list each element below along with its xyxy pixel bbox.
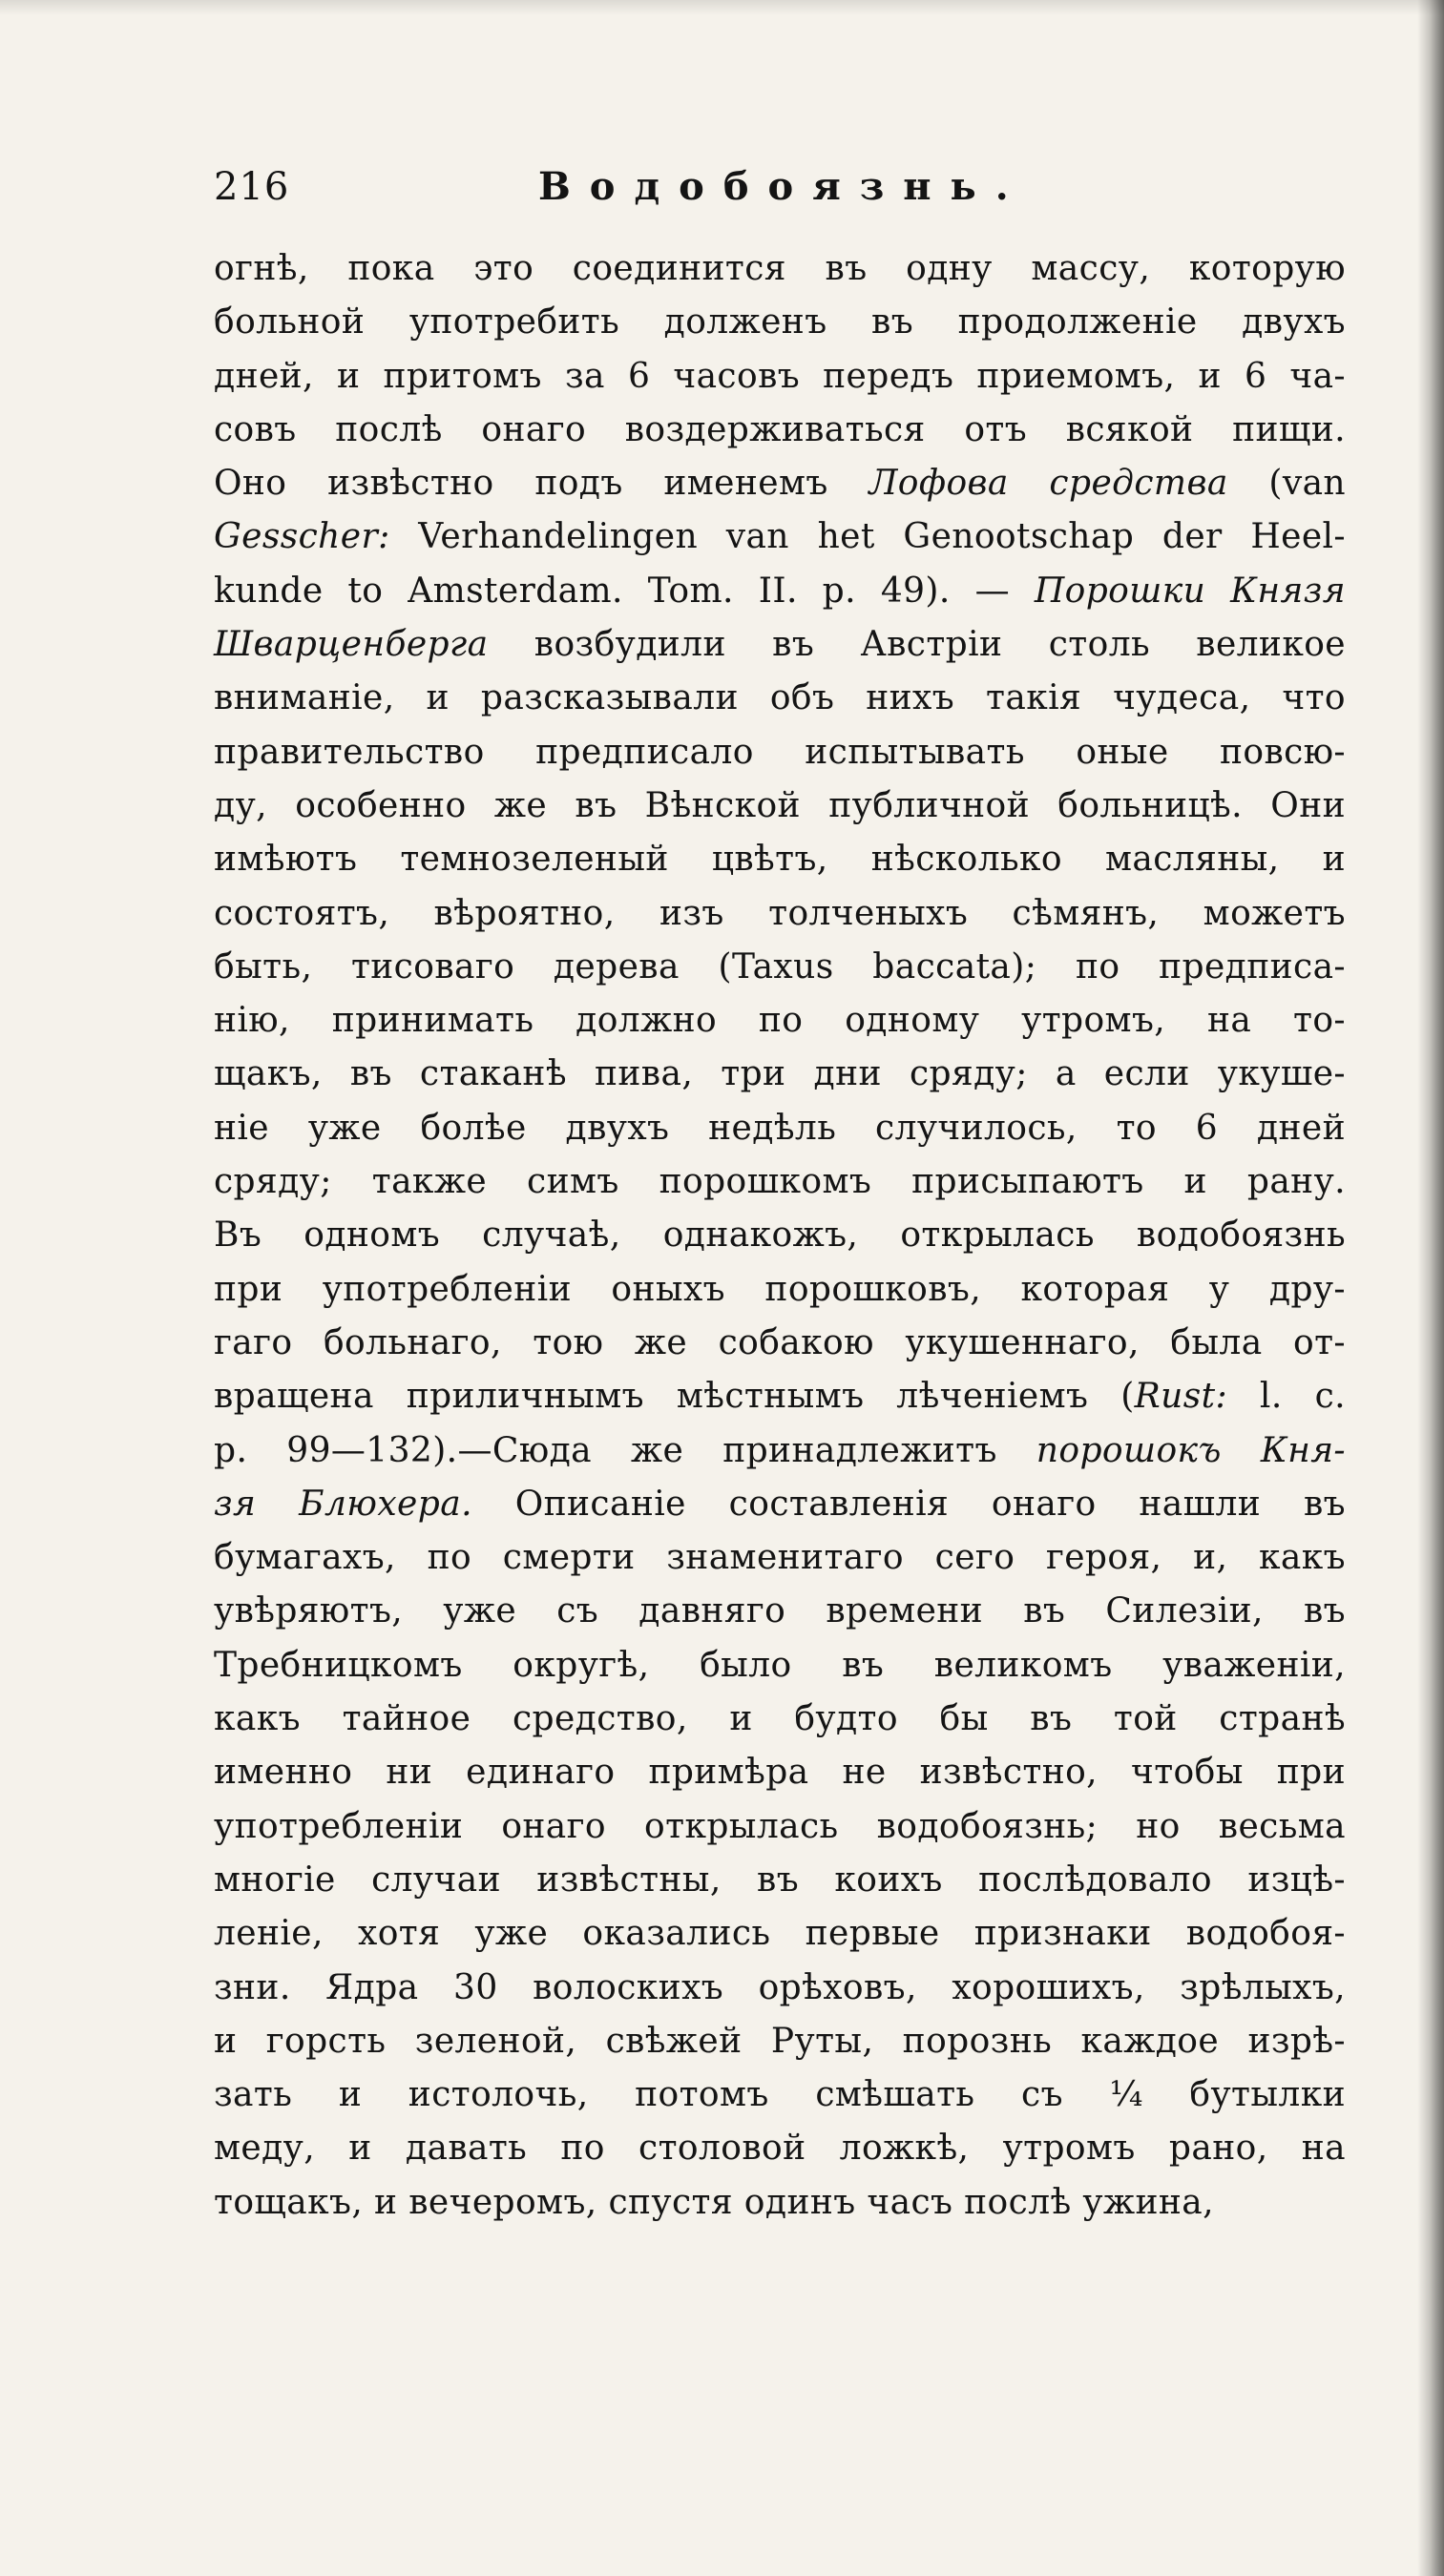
- text-line: гаго больнаго, тою же собакою укушеннаго, была от-: [214, 1322, 1346, 1362]
- text-line: p. 99—132).—Сюда же принадлежитъ порошокъ Кня-: [214, 1430, 1346, 1470]
- text-line: зни. Ядра 30 волоскихъ орѣховъ, хорошихъ, зрѣлыхъ,: [214, 1967, 1346, 2007]
- italic-emphasis: Gesscher:: [214, 517, 390, 557]
- text-line: употребленіи онаго открылась водобоязнь; но весьма: [214, 1806, 1346, 1846]
- text-line: какъ тайное средство, и будто бы въ той странѣ: [214, 1699, 1346, 1739]
- italic-emphasis: Лофова средства: [868, 464, 1228, 504]
- page-top-shadow: [0, 0, 1444, 15]
- text-line: тощакъ, и вечеромъ, спустя одинъ часъ послѣ ужина,: [214, 2182, 1215, 2222]
- text-line: дней, и притомъ за 6 часовъ передъ приемомъ, и 6 ча-: [214, 356, 1346, 396]
- text-line: Шварценберга возбудили въ Австріи столь великое: [214, 625, 1346, 665]
- text-line: нію, принимать должно по одному утромъ, на то-: [214, 1001, 1346, 1041]
- text-line: Въ одномъ случаѣ, однакожъ, открылась водобоязнь: [214, 1215, 1346, 1256]
- italic-emphasis: Шварценберга: [214, 625, 489, 665]
- text-line: увѣряютъ, уже съ давняго времени въ Силезіи, въ: [214, 1591, 1346, 1631]
- text-line: состоятъ, вѣроятно, изъ толченыхъ сѣмянъ, можетъ: [214, 893, 1346, 933]
- text-line: Требницкомъ округѣ, было въ великомъ уваженіи,: [214, 1645, 1346, 1685]
- text-line: имѣютъ темнозеленый цвѣтъ, нѣсколько масляны, и: [214, 840, 1346, 880]
- text-line: огнѣ, пока это соединится въ одну массу, которую: [214, 249, 1346, 288]
- text-line: kunde to Amsterdam. Tom. II. p. 49). — Порошки Князя: [214, 571, 1346, 611]
- italic-emphasis: порошокъ Кня-: [1036, 1430, 1346, 1470]
- body-text: [214, 242, 1346, 2230]
- text-line: и горсть зеленой, свѣжей Руты, порознь каждое изрѣ-: [214, 2021, 1346, 2061]
- text-line: совъ послѣ онаго воздерживаться отъ всякой пищи.: [214, 409, 1346, 449]
- text-line: щакъ, въ стаканѣ пива, три дни сряду; а если укуше-: [214, 1054, 1346, 1094]
- page-content: [214, 160, 1346, 2230]
- text-line: многіе случаи извѣстны, въ коихъ послѣдовало изцѣ-: [214, 1859, 1346, 1900]
- page-gutter-shadow: [1417, 0, 1444, 2576]
- text-line: правительство предписало испытывать оные повсю-: [214, 732, 1346, 772]
- text-line: Оно извѣстно подъ именемъ Лофова средства (van: [214, 464, 1347, 504]
- text-line: больной употребить долженъ въ продолженіе двухъ: [214, 302, 1346, 343]
- text-line: при употребленіи оныхъ порошковъ, которая у дру-: [214, 1269, 1346, 1309]
- text-line: именно ни единаго примѣра не извѣстно, чтобы при: [214, 1753, 1346, 1793]
- text-line: ніе уже болѣе двухъ недѣль случилось, то 6 дней: [214, 1108, 1346, 1148]
- text-line: зя Блюхера. Описаніе составленія онаго нашли въ: [214, 1484, 1346, 1524]
- text-line: меду, и давать по столовой ложкѣ, утромъ рано, на: [214, 2129, 1346, 2169]
- text-line: леніе, хотя уже оказались первые признаки водобоя-: [214, 1914, 1346, 1954]
- text-line: быть, тисоваго дерева (Taxus baccata); по предписа-: [214, 946, 1346, 987]
- italic-emphasis: Порошки Князя: [1034, 571, 1346, 611]
- italic-emphasis: зя Блюхера.: [214, 1484, 472, 1524]
- text-line: вращена приличнымъ мѣстнымъ лѣченіемъ (Rust: l. c.: [214, 1377, 1346, 1417]
- page-number: 216: [214, 165, 290, 209]
- text-line: сряду; также симъ порошкомъ присыпаютъ и рану.: [214, 1162, 1346, 1202]
- italic-emphasis: Rust:: [1134, 1377, 1228, 1417]
- text-line: ду, особенно же въ Вѣнской публичной больницѣ. Они: [214, 785, 1346, 825]
- text-line: Gesscher: Verhandelingen van het Genootschap der Heel-: [214, 517, 1346, 557]
- text-line: зать и истолочь, потомъ смѣшать съ ¼ бутылки: [214, 2075, 1346, 2115]
- running-title: Водобоязнь.: [538, 164, 1028, 209]
- page-header: [214, 160, 1346, 214]
- text-line: бумагахъ, по смерти знаменитаго сего героя, и, какъ: [214, 1538, 1346, 1578]
- text-line: вниманіе, и разсказывали объ нихъ такія чудеса, что: [214, 678, 1346, 718]
